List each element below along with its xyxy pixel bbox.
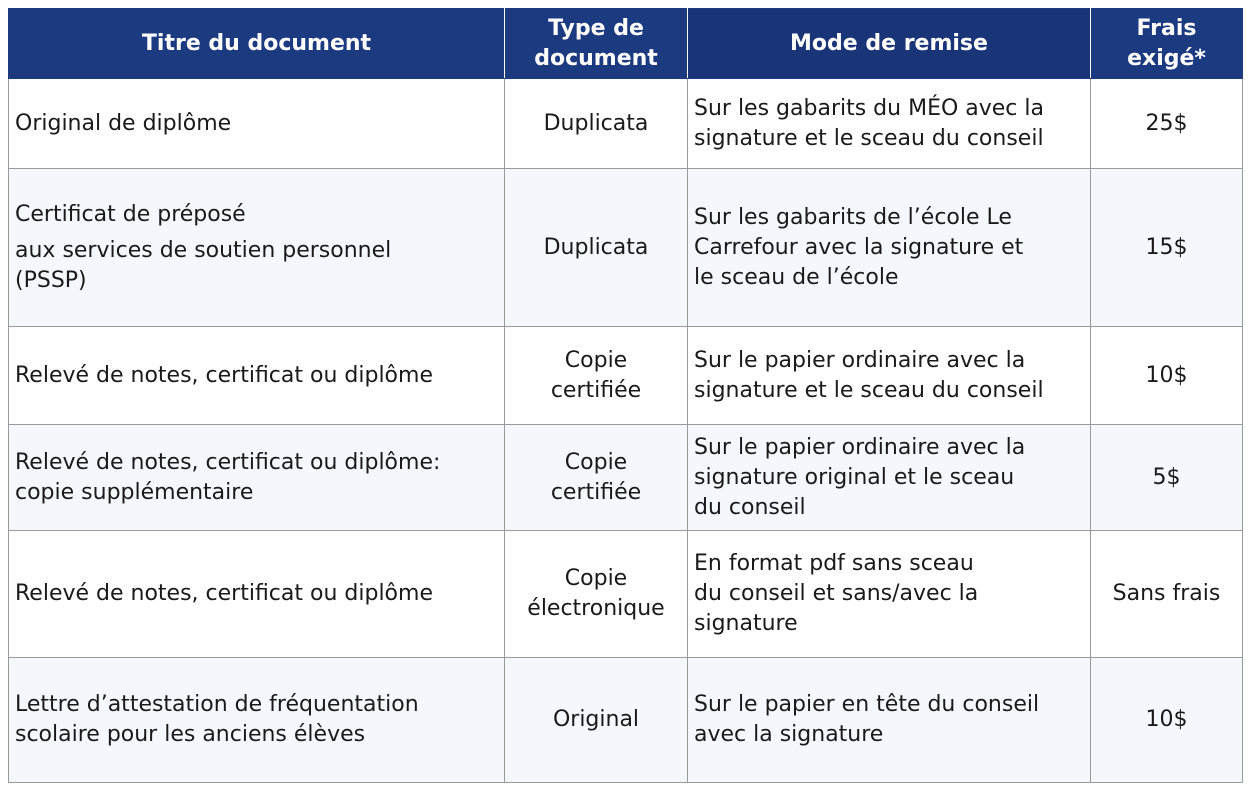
cell-fee: 15$ [1091, 169, 1243, 327]
header-title: Titre du document [9, 9, 505, 79]
cell-text: aux services de soutien personnel [15, 237, 392, 263]
document-fees-table [8, 8, 1243, 783]
cell-mode [688, 531, 1091, 658]
cell-text: Carrefour avec la signature et [694, 234, 1024, 260]
cell-text: Original [552, 707, 640, 732]
cell-text: Lettre d’attestation de fréquentation [15, 692, 419, 717]
cell-title [9, 531, 505, 658]
cell-mode [688, 658, 1091, 783]
cell-mode [688, 79, 1091, 169]
cell-text: Sur le papier ordinaire avec la [694, 434, 1026, 460]
cell-text: Sur le papier en tête du conseil [694, 692, 1040, 717]
cell-mode [688, 169, 1091, 327]
cell-text: Copie [564, 566, 628, 591]
header-type-line2: document [534, 45, 658, 71]
cell-text: Copie [564, 449, 628, 475]
cell-text: certifiée [550, 479, 642, 505]
cell-text: signature original et le sceau [694, 464, 1015, 490]
cell-fee: 10$ [1091, 658, 1243, 783]
cell-fee: Sans frais [1091, 531, 1243, 658]
table-row [9, 169, 1243, 327]
cell-text: En format pdf sans sceau [694, 551, 974, 576]
cell-text: le sceau de l’école [694, 264, 899, 290]
table-row [9, 327, 1243, 425]
cell-text: signature et le sceau du conseil [694, 125, 1044, 151]
cell-text: Relevé de notes, certificat ou diplôme [15, 581, 433, 606]
cell-fee: 5$ [1091, 425, 1243, 531]
cell-text: Sur le papier ordinaire avec la [694, 347, 1026, 373]
cell-text: (PSSP) [15, 267, 87, 293]
cell-text: du conseil et sans/avec la [694, 581, 979, 606]
cell-text: Copie [564, 347, 628, 373]
cell-type [505, 79, 688, 169]
cell-fee: 10$ [1091, 327, 1243, 425]
header-fee [1091, 9, 1243, 79]
cell-text: copie supplémentaire [15, 479, 254, 505]
header-fee-line2: exigé* [1127, 45, 1206, 71]
cell-fee: 25$ [1091, 79, 1243, 169]
table-row [9, 425, 1243, 531]
cell-text: Certificat de préposé [15, 201, 246, 227]
cell-text: électronique [527, 596, 665, 621]
cell-type [505, 658, 688, 783]
cell-title [9, 169, 505, 327]
cell-text: signature et le sceau du conseil [694, 377, 1044, 403]
cell-title [9, 425, 505, 531]
cell-text: Original de diplôme [15, 110, 232, 136]
cell-text: certifiée [550, 377, 642, 403]
cell-text: du conseil [694, 494, 806, 520]
cell-type [505, 169, 688, 327]
cell-title [9, 327, 505, 425]
table-row [9, 79, 1243, 169]
cell-text: Sur les gabarits du MÉO avec la [694, 95, 1044, 121]
cell-text: Sur les gabarits de l’école Le [694, 204, 1012, 230]
cell-title [9, 658, 505, 783]
cell-type [505, 425, 688, 531]
cell-text: Duplicata [543, 110, 649, 136]
cell-text: Relevé de notes, certificat ou diplôme [15, 362, 433, 388]
header-mode: Mode de remise [688, 9, 1091, 79]
cell-text: scolaire pour les anciens élèves [15, 722, 366, 747]
cell-type [505, 327, 688, 425]
cell-mode [688, 425, 1091, 531]
cell-text: Duplicata [543, 234, 649, 260]
header-fee-line1: Frais [1136, 15, 1197, 41]
cell-title [9, 79, 505, 169]
header-type-line1: Type de [548, 15, 644, 41]
table-row [9, 658, 1243, 783]
table-row [9, 531, 1243, 658]
table-header-row [9, 9, 1243, 79]
cell-mode [688, 327, 1091, 425]
cell-type [505, 531, 688, 658]
cell-text: avec la signature [694, 722, 884, 747]
cell-text: signature [694, 611, 798, 636]
cell-text: Relevé de notes, certificat ou diplôme: [15, 449, 441, 475]
header-type [505, 9, 688, 79]
